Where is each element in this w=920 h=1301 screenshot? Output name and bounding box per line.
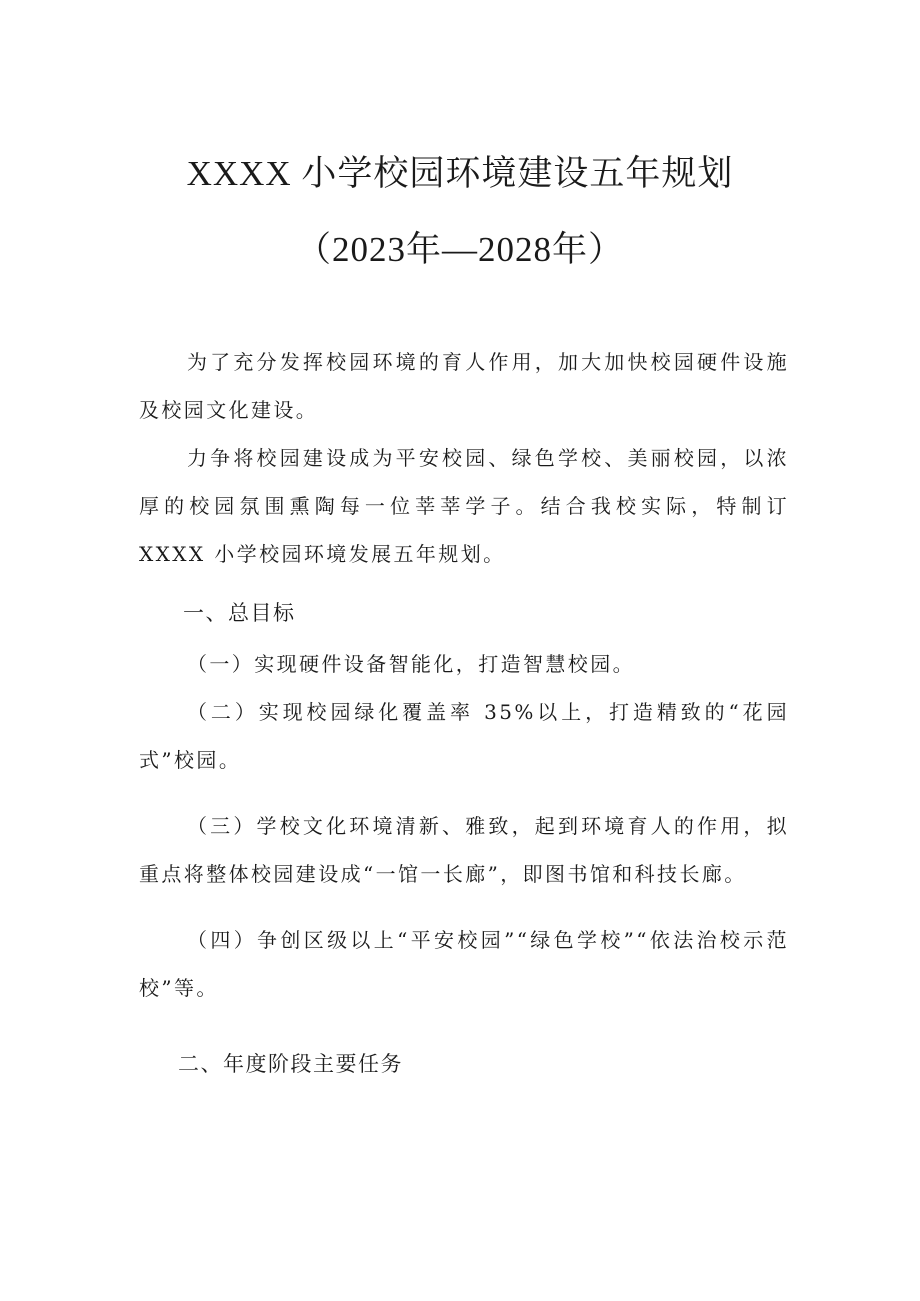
intro-paragraph-1: 为了充分发挥校园环境的育人作用，加大加快校园硬件设施及校园文化建设。: [139, 350, 789, 422]
section-heading-annual-tasks: 二、年度阶段主要任务: [178, 1052, 403, 1076]
goal-item-2: （二）实现校园绿化覆盖率 35%以上，打造精致的“花园式”校园。: [139, 700, 789, 772]
goal-item-4: （四）争创区级以上“平安校园”“绿色学校”“依法治校示范校”等。: [139, 928, 789, 1000]
goal-item-3: （三）学校文化环境清新、雅致，起到环境育人的作用，拟重点将整体校园建设成“一馆一长廊”，即图书馆和科技长廊。: [139, 814, 789, 886]
document-title: XXXX 小学校园环境建设五年规划: [186, 154, 734, 193]
goal-item-1: （一）实现硬件设备智能化，打造智慧校园。: [187, 652, 635, 676]
document-subtitle: （2023年—2028年）: [295, 230, 624, 269]
intro-paragraph-2: 力争将校园建设成为平安校园、绿色学校、美丽校园，以浓厚的校园氛围熏陶每一位莘莘学子。结合我校实际，特制订 XXXX 小学校园环境发展五年规划。: [139, 446, 789, 566]
section-heading-overall-goal: 一、总目标: [183, 601, 296, 625]
